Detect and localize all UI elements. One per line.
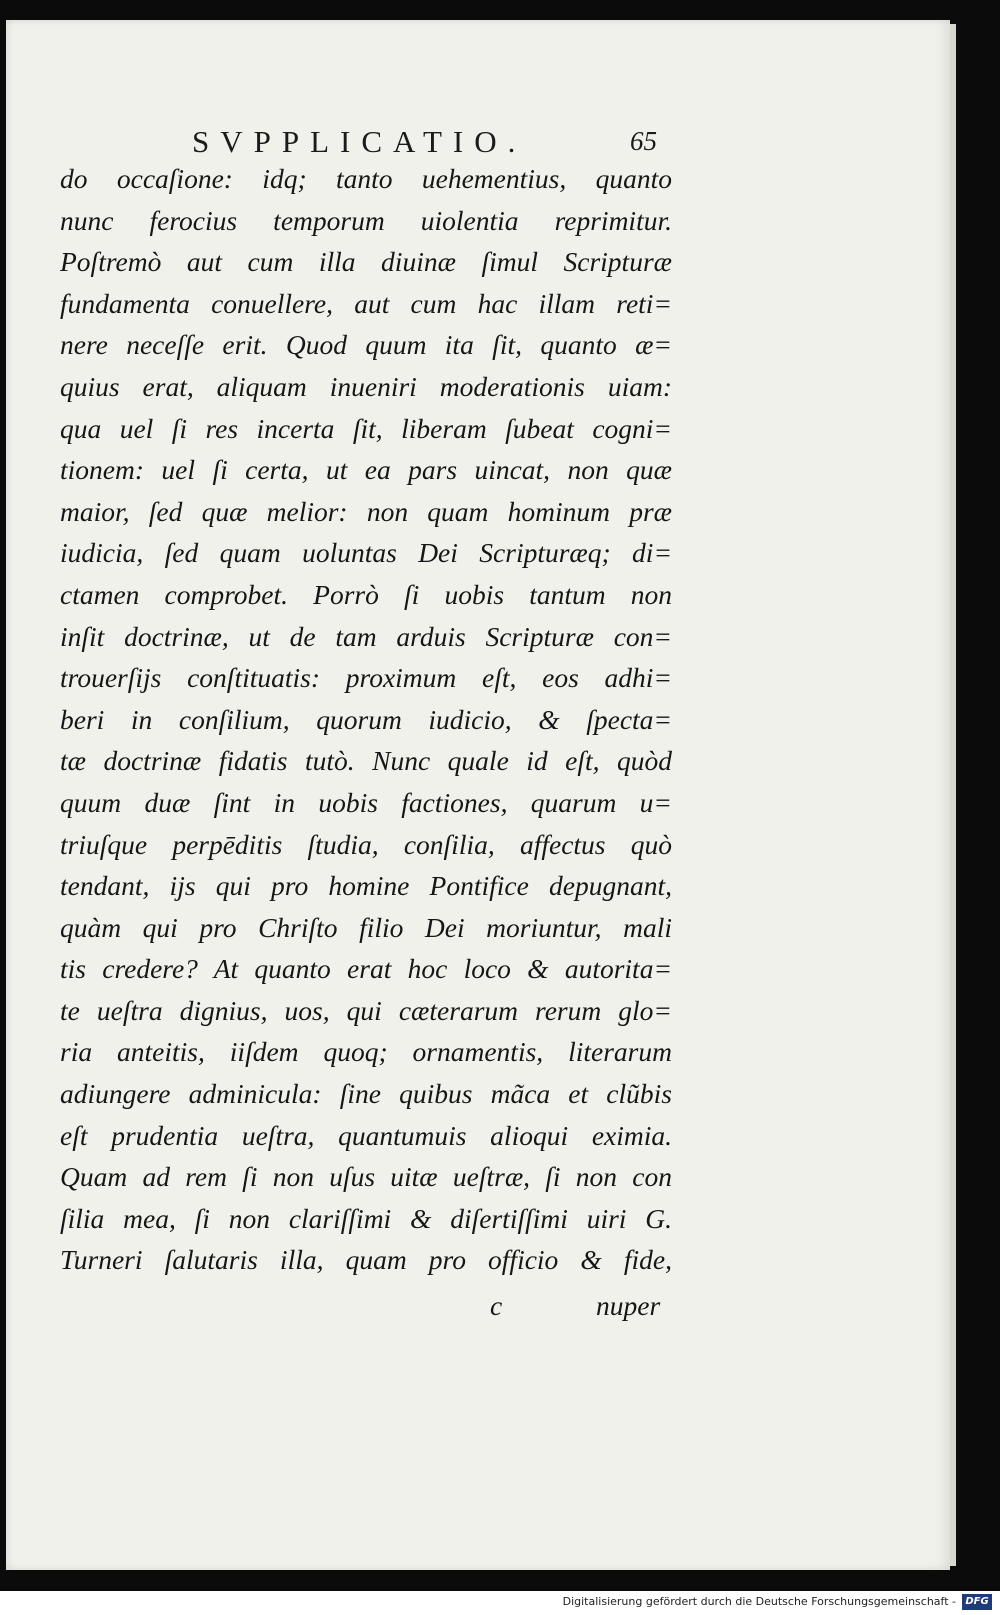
text-line: maior, ſed quæ melior: non quam hominum præ xyxy=(60,495,672,527)
book-page xyxy=(6,20,950,1570)
text-line: nere neceſſe erit. Quod quum ita ſit, quanto æ= xyxy=(60,329,672,361)
digitization-footer xyxy=(0,1591,1000,1615)
text-line: Turneri ſalutaris illa, quam pro officio & fide, xyxy=(60,1244,672,1276)
text-line: tionem: uel ſi certa, ut ea pars uincat, non quæ xyxy=(60,454,672,486)
dfg-logo: DFG xyxy=(962,1594,992,1610)
text-line: quius erat, aliquam inueniri moderationis uiam: xyxy=(60,370,672,402)
text-line: ria anteitis, iiſdem quoq; ornamentis, literarum xyxy=(60,1036,672,1068)
text-line: eſt prudentia ueſtra, quantumuis alioqui eximia. xyxy=(60,1119,672,1151)
text-line: Poſtremò aut cum illa diuinæ ſimul Scripturæ xyxy=(60,246,672,278)
text-line: trouerſijs conſtituatis: proximum eſt, eos adhi= xyxy=(60,662,672,694)
text-line: ſilia mea, ſi non clariſſimi & diſertiſſimi uiri G. xyxy=(60,1202,672,1234)
text-line: iudicia, ſed quam uoluntas Dei Scripturæq; di= xyxy=(60,537,672,569)
text-line: adiungere adminicula: ſine quibus mãca et clũbis xyxy=(60,1078,672,1110)
text-line: qua uel ſi res incerta ſit, liberam ſubeat cogni= xyxy=(60,412,672,444)
text-line: tis credere? At quanto erat hoc loco & autorita= xyxy=(60,953,672,985)
text-line: tæ doctrinæ fidatis tutò. Nunc quale id eſt, quòd xyxy=(60,745,672,777)
text-line: inſit doctrinæ, ut de tam arduis Scripturæ con= xyxy=(60,620,672,652)
text-line: fundamenta conuellere, aut cum hac illam reti= xyxy=(60,287,672,319)
text-line: tendant, ijs qui pro homine Pontifice depugnant, xyxy=(60,870,672,902)
page-edge xyxy=(950,24,956,1566)
catchword: nuper xyxy=(596,1290,661,1321)
text-line: nunc ferocius temporum uiolentia reprimitur. xyxy=(60,204,672,236)
signature-mark: c xyxy=(490,1290,503,1321)
text-block xyxy=(60,158,672,1281)
text-line: quàm qui pro Chriſto filio Dei moriuntur, mali xyxy=(60,911,672,943)
text-line: triuſque perpēditis ſtudia, conſilia, affectus quò xyxy=(60,828,672,860)
page-number: 65 xyxy=(630,126,657,156)
text-line: do occaſione: idq; tanto uehementius, quanto xyxy=(60,163,672,194)
text-line: Quam ad rem ſi non uſus uitæ ueſtræ, ſi non con xyxy=(60,1161,672,1193)
text-line: te ueſtra dignius, uos, qui cæterarum rerum glo= xyxy=(60,994,672,1026)
text-line: beri in conſilium, quorum iudicio, & ſpecta= xyxy=(60,703,672,735)
text-line: quum duæ ſint in uobis factiones, quarum u= xyxy=(60,786,672,818)
text-line: ctamen comprobet. Porrò ſi uobis tantum non xyxy=(60,578,672,610)
funding-credit: Digitalisierung gefördert durch die Deutsche Forschungsgemeinschaft - xyxy=(562,1595,956,1608)
running-head: SVPPLICATIO. xyxy=(192,124,527,159)
